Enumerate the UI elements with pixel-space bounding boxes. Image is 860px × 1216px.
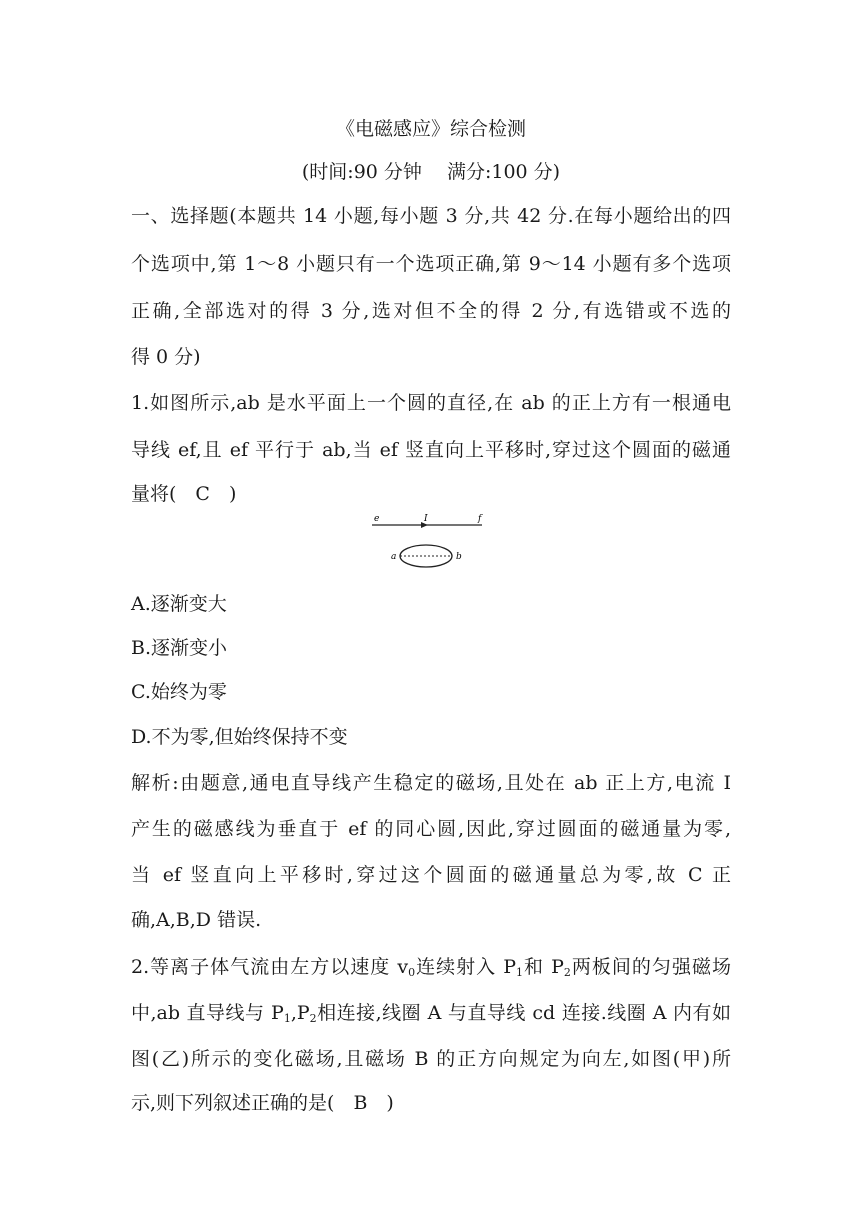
question-1-line-3: 量将( C ) (131, 483, 237, 505)
option-b: B.逐渐变小 (131, 637, 228, 659)
exam-info: (时间:90 分钟 满分:100 分) (301, 161, 561, 183)
document-title: 《电磁感应》综合检测 (335, 118, 526, 140)
analysis-line-2: 产生的磁感线为垂直于 ef 的同心圆,因此,穿过圆面的磁通量为零, (131, 818, 731, 840)
question-2-line-3: 图(乙)所示的变化磁场,且磁场 B 的正方向规定为向左,如图(甲)所 (131, 1048, 731, 1070)
question-2-line-2: 中,ab 直导线与 $P_1,P_2$相连接,线圈 A 与直导线 cd 连接.线圈 A 内有如 (131, 1002, 731, 1025)
section-instruction-line-4: 得 0 分) (131, 346, 201, 368)
analysis-line-1: 解析:由题意,通电直导线产生稳定的磁场,且处在 ab 正上方,电流 I (131, 772, 731, 794)
question-1-line-2: 导线 ef,且 ef 平行于 ab,当 ef 竖直向上平移时,穿过这个圆面的磁通 (131, 439, 731, 461)
option-d: D.不为零,但始终保持不变 (131, 726, 348, 748)
option-a: A.逐渐变大 (131, 593, 227, 615)
label-f: f (478, 514, 482, 524)
label-e: e (374, 514, 380, 524)
wire-and-loop-diagram (360, 512, 500, 576)
analysis-line-3: 当 ef 竖直向上平移时,穿过这个圆面的磁通量总为零,故 C 正 (131, 864, 731, 886)
section-instruction-line-1: 一、选择题(本题共 14 小题,每小题 3 分,共 42 分.在每小题给出的四 (131, 205, 731, 227)
label-current-i: I (424, 514, 428, 524)
question-2-line-1: 2.等离子体气流由左方以速度 $v_0$连续射入 $P_1$和 $P_2$两板间的匀强磁场 (131, 956, 731, 979)
section-instruction-line-3: 正确,全部选对的得 3 分,选对但不全的得 2 分,有选错或不选的 (131, 300, 731, 322)
label-a: a (391, 552, 397, 562)
analysis-line-4: 确,A,B,D 错误. (131, 909, 262, 931)
question-1-line-1: 1.如图所示,ab 是水平面上一个圆的直径,在 ab 的正上方有一根通电 (131, 392, 731, 414)
question-2-line-4: 示,则下列叙述正确的是( B ) (131, 1092, 394, 1114)
option-c: C.始终为零 (131, 681, 227, 703)
label-b: b (456, 552, 462, 562)
section-instruction-line-2: 个选项中,第 1～8 小题只有一个选项正确,第 9～14 小题有多个选项 (131, 253, 731, 275)
